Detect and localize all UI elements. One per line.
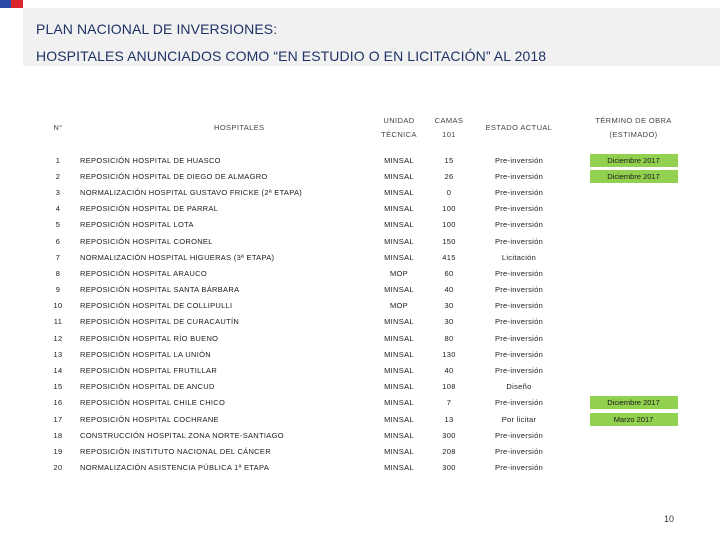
table-row [36,362,699,378]
hospital-name: REPOSICIÓN HOSPITAL LOTA [80,220,194,230]
estado-actual: Pre-inversión [494,236,544,246]
camas-count: 130 [442,349,456,359]
camas-count: 15 [444,155,454,165]
col-header-hospital: HOSPITALES [214,123,265,132]
table-row [36,411,699,427]
estado-actual: Pre-inversión [494,155,544,165]
camas-count: 100 [442,204,456,214]
estado-actual: Pre-inversión [494,398,544,408]
col-header-termino [568,104,699,152]
table-row [36,379,699,395]
termino-obra [568,168,699,184]
estado-actual: Pre-inversión [494,268,544,278]
row-number: 16 [53,398,63,408]
hospital-name: REPOSICIÓN HOSPITAL DE PARRAL [80,204,219,214]
col-header-termino-line1: TÉRMINO DE OBRA [595,116,672,125]
col-header-camas-line1: CAMAS [434,116,464,125]
termino-obra [568,201,699,217]
termino-obra [568,346,699,362]
row-number: 17 [53,414,63,424]
unidad-tecnica: MINSAL [384,382,414,392]
page-title: PLAN NACIONAL DE INVERSIONES: [36,21,278,37]
row-number: 19 [53,446,63,456]
unidad-tecnica: MINSAL [384,187,414,197]
unidad-tecnica: MINSAL [384,236,414,246]
unidad-tecnica: MINSAL [384,333,414,343]
camas-count: 40 [444,366,454,376]
table-row [36,395,699,411]
termino-obra [568,298,699,314]
termino-obra [568,330,699,346]
hospital-name: REPOSICIÓN HOSPITAL SANTA BÁRBARA [80,285,240,295]
unidad-tecnica: MINSAL [384,398,414,408]
col-header-camas [428,104,470,152]
hospital-name: REPOSICIÓN HOSPITAL RÍO BUENO [80,333,219,343]
estado-actual: Pre-inversión [494,349,544,359]
table-row [36,201,699,217]
termino-obra [568,443,699,459]
estado-actual: Pre-inversión [494,220,544,230]
termino-obra [568,314,699,330]
hospital-name: NORMALIZACIÓN HOSPITAL GUSTAVO FRICKE (2ª ETAPA) [80,187,303,197]
camas-count: 208 [442,446,456,456]
table-row [36,330,699,346]
estado-actual: Pre-inversión [494,333,544,343]
unidad-tecnica: MINSAL [384,414,414,424]
col-header-unidad [370,104,428,152]
row-number: 15 [53,382,63,392]
unidad-tecnica: MINSAL [384,366,414,376]
estado-actual: Pre-inversión [494,430,544,440]
hospital-name: REPOSICIÓN HOSPITAL FRUTILLAR [80,366,218,376]
hospital-name: NORMALIZACIÓN HOSPITAL HIGUERAS (3ª ETAPA) [80,252,275,262]
row-number: 12 [53,333,63,343]
termino-obra [568,184,699,200]
camas-count: 13 [444,414,454,424]
unidad-tecnica: MINSAL [384,317,414,327]
camas-count: 100 [442,220,456,230]
table-row [36,217,699,233]
row-number: 20 [53,463,63,473]
termino-obra [568,282,699,298]
estado-actual: Pre-inversión [494,171,544,181]
row-number: 14 [53,366,63,376]
termino-obra [568,427,699,443]
hospital-name: REPOSICIÓN HOSPITAL CORONEL [80,236,213,246]
row-number: 3 [55,187,61,197]
termino-obra [568,460,699,476]
table-row [36,233,699,249]
hospital-name: REPOSICIÓN HOSPITAL DE HUASCO [80,155,221,165]
hospital-name: REPOSICIÓN HOSPITAL LA UNIÓN [80,349,211,359]
termino-obra [568,395,699,411]
row-number: 4 [55,204,61,214]
col-header-no: N° [53,123,63,132]
col-header-termino-line2: (ESTIMADO) [609,130,658,139]
unidad-tecnica: MINSAL [384,252,414,262]
row-number: 9 [55,285,61,295]
table-row [36,314,699,330]
table-row [36,152,699,168]
estado-actual: Pre-inversión [494,301,544,311]
camas-count: 30 [444,317,454,327]
camas-count: 30 [444,301,454,311]
estado-actual: Pre-inversión [494,285,544,295]
row-number: 5 [55,220,61,230]
camas-count: 60 [444,268,454,278]
hospital-name: REPOSICIÓN HOSPITAL ARAUCO [80,268,207,278]
unidad-tecnica: MINSAL [384,446,414,456]
hospital-name: NORMALIZACIÓN ASISTENCIA PÚBLICA 1ª ETAPA [80,463,270,473]
page-subtitle: HOSPITALES ANUNCIADOS COMO “EN ESTUDIO O EN LICITACIÓN” AL 2018 [36,48,547,64]
row-number: 8 [55,268,61,278]
row-number: 2 [55,171,61,181]
camas-count: 150 [442,236,456,246]
estado-actual: Diseño [506,382,532,392]
estado-actual: Pre-inversión [494,446,544,456]
termino-obra [568,217,699,233]
hospital-name: REPOSICIÓN HOSPITAL DE ANCUD [80,382,215,392]
row-number: 13 [53,349,63,359]
row-number: 11 [53,317,63,327]
termino-highlight-badge: Diciembre 2017 [590,170,678,183]
unidad-tecnica: MOP [390,268,408,278]
unidad-tecnica: MINSAL [384,463,414,473]
unidad-tecnica: MINSAL [384,430,414,440]
hospital-name: REPOSICIÓN INSTITUTO NACIONAL DEL CÁNCER [80,446,271,456]
row-number: 7 [55,252,61,262]
termino-highlight-badge: Diciembre 2017 [590,154,678,167]
camas-count: 40 [444,285,454,295]
estado-actual: Pre-inversión [494,366,544,376]
estado-actual: Por licitar [501,414,537,424]
row-number: 1 [55,155,61,165]
table-row [36,282,699,298]
termino-obra [568,152,699,168]
table-row [36,249,699,265]
estado-actual: Pre-inversión [494,204,544,214]
table-row [36,184,699,200]
termino-obra [568,362,699,378]
hospital-name: REPOSICIÓN HOSPITAL DE DIEGO DE ALMAGRO [80,171,268,181]
hospital-name: REPOSICIÓN HOSPITAL COCHRANE [80,414,219,424]
page-number: 10 [664,514,675,524]
hospital-name: REPOSICIÓN HOSPITAL CHILE CHICO [80,398,226,408]
row-number: 18 [53,430,63,440]
camas-count: 108 [442,382,456,392]
col-header-unidad-line2: TÉCNICA [381,130,417,139]
col-header-unidad-line1: UNIDAD [383,116,415,125]
hospital-name: REPOSICIÓN HOSPITAL DE CURACAUTÍN [80,317,240,327]
estado-actual: Pre-inversión [494,317,544,327]
unidad-tecnica: MINSAL [384,171,414,181]
camas-count: 80 [444,333,454,343]
row-number: 10 [53,301,63,311]
camas-count: 300 [442,463,456,473]
camas-count: 26 [444,171,454,181]
unidad-tecnica: MINSAL [384,285,414,295]
col-header-estado: ESTADO ACTUAL [485,123,553,132]
unidad-tecnica: MINSAL [384,204,414,214]
termino-obra [568,379,699,395]
termino-obra [568,411,699,427]
camas-count: 0 [446,187,452,197]
termino-highlight-badge: Marzo 2017 [590,413,678,426]
hospitals-table [36,104,699,476]
hospital-name: REPOSICIÓN HOSPITAL DE COLLIPULLI [80,301,233,311]
table-row [36,168,699,184]
table-header-row [36,104,699,152]
table-row [36,460,699,476]
flag-red-block [11,0,23,8]
unidad-tecnica: MINSAL [384,155,414,165]
unidad-tecnica: MINSAL [384,220,414,230]
hospital-name: CONSTRUCCIÓN HOSPITAL ZONA NORTE-SANTIAGO [80,430,284,440]
table-row [36,443,699,459]
termino-obra [568,233,699,249]
table-row [36,346,699,362]
unidad-tecnica: MOP [390,301,408,311]
table-row [36,427,699,443]
row-number: 6 [55,236,61,246]
col-header-camas-line2: 101 [442,130,456,139]
table-row [36,298,699,314]
termino-obra [568,249,699,265]
table-row [36,265,699,281]
flag-blue-block [0,0,11,8]
camas-count: 7 [446,398,452,408]
camas-count: 415 [442,252,456,262]
unidad-tecnica: MINSAL [384,349,414,359]
termino-obra [568,265,699,281]
estado-actual: Pre-inversión [494,187,544,197]
termino-highlight-badge: Diciembre 2017 [590,396,678,409]
estado-actual: Pre-inversión [494,463,544,473]
estado-actual: Licitación [501,252,537,262]
camas-count: 300 [442,430,456,440]
